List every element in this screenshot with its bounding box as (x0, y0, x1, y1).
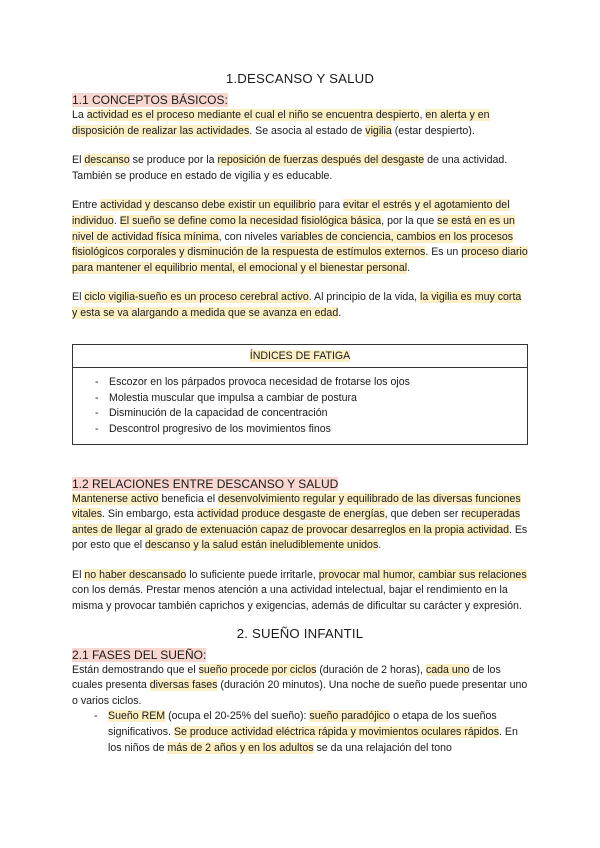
text-run: para (315, 199, 343, 212)
text-run: con los demás. Prestar menos atención a una actividad intelectual, bajar el rendimiento en la misma y provocar también caprichos y exigencias, además de dificultar su carácter y expresión. (72, 584, 522, 613)
title-sueno-infantil: 2. SUEÑO INFANTIL (236, 625, 364, 641)
highlighted-text: proceso diario para mantener el equilibrio mental, el emocional y el bienestar personal (72, 246, 528, 274)
text-run: se produce por la (129, 154, 218, 167)
paragraph-equilibrio (72, 198, 528, 276)
heading-relaciones: 1.2 RELACIONES ENTRE DESCANSO Y SALUD (72, 476, 339, 491)
list-item: - Molestia muscular que impulsa a cambiar de postura (95, 391, 357, 404)
text-run: La (72, 109, 87, 121)
highlighted-text: Se produce actividad eléctrica rápida y movimientos oculares rápidos (173, 726, 499, 739)
title-descanso-salud: 1.DESCANSO Y SALUD (225, 71, 375, 86)
text-run: El (72, 568, 85, 581)
highlighted-text: variables de conciencia, cambios en los procesos fisiológicos corporales y disminución de la respuesta de estímulos externos (72, 230, 514, 259)
text-run: , con niveles (218, 230, 281, 243)
text-run: . (378, 539, 382, 552)
highlighted-text: la vigilia es muy corta y esta se va alargando a medida que se avanza en edad (72, 291, 522, 319)
highlighted-text: no haber descansado (84, 568, 187, 581)
highlighted-text: desenvolvimiento regular y equilibrado de las diversas funciones vitales (72, 492, 521, 521)
highlighted-text: El sueño se define como la necesidad fisiológica básica (119, 214, 382, 227)
list-item: - Disminución de la capacidad de concentración (95, 407, 328, 420)
text-run: (estar despierto). (391, 124, 475, 137)
text-run: . En los niños de (108, 726, 518, 754)
text-run: . Se asocia al estado de (249, 124, 366, 137)
text-run: . (407, 261, 411, 274)
paragraph-mantenerse-activo (72, 492, 528, 554)
text-run: . (338, 306, 342, 319)
highlighted-text: actividad y descanso debe existir un equilibrio (100, 199, 316, 212)
highlighted-text: sueño procede por ciclos (198, 663, 317, 676)
text-run: El (72, 291, 85, 304)
text-run: Entre (72, 199, 101, 212)
paragraph-ciclos (72, 663, 528, 710)
text-run: , que deben ser (384, 508, 462, 521)
highlighted-text: vigilia (365, 124, 392, 137)
highlighted-text: descanso y la salud están ineludiblemente unidos (145, 539, 379, 552)
highlighted-text: ciclo vigilia-sueño es un proceso cerebral activo (84, 291, 309, 304)
text-run: o etapa de los sueños significativos. (108, 710, 497, 739)
text-run: . Es por esto que el (72, 523, 528, 552)
paragraph-no-descansado (72, 568, 528, 615)
highlighted-text: en alerta y en disposición de realizar las actividades (72, 109, 490, 137)
highlighted-text: evitar el estrés y el agotamiento del individuo (72, 199, 510, 227)
list-item: - Escozor en los párpados provoca necesidad de frotarse los ojos (95, 376, 410, 389)
phases-list (72, 709, 528, 756)
text-run: beneficia el (158, 492, 219, 505)
highlighted-text: Mantenerse activo (72, 492, 159, 505)
paragraph-actividad (72, 108, 528, 139)
text-run: . Es un (425, 246, 462, 259)
text-run: (duración 20 minutos). Una noche de sueño puede presentar uno o varios ciclos. (72, 679, 528, 707)
highlighted-text: diversas fases (149, 679, 218, 692)
highlighted-text: actividad produce desgaste de energías (196, 508, 385, 521)
heading-conceptos-basicos: 1.1 CONCEPTOS BÁSICOS: (72, 93, 228, 107)
text-run: . Al principio de la vida, (308, 291, 421, 304)
text-run: . (113, 214, 120, 227)
text-run: El (72, 154, 85, 167)
fatigue-box-header: ÍNDICES DE FATIGA (73, 345, 527, 369)
highlighted-text: actividad es el proceso mediante el cual el niño se encuentra despierto (86, 109, 420, 121)
highlighted-text: provocar mal humor, cambiar sus relaciones (318, 568, 527, 581)
text-run: de una actividad. También se produce en estado de vigilia y es educable. (72, 154, 508, 182)
highlighted-text: más de 2 años y en los adultos (167, 741, 314, 754)
fatigue-list (73, 368, 527, 443)
text-run: . Sin embargo, esta (102, 508, 197, 521)
highlighted-text: descanso (84, 154, 130, 167)
text-run: (duración de 2 horas), (316, 663, 426, 676)
text-run: de los cuales presenta (72, 663, 501, 692)
highlighted-text: recuperadas antes de llegar al grado de extenuación capaz de provocar desarreglos en la propia actividad (72, 508, 521, 536)
heading-fases-sueno: 2.1 FASES DEL SUEÑO: (72, 647, 207, 662)
paragraph-ciclo (72, 290, 528, 321)
paragraph-descanso (72, 153, 528, 184)
highlighted-text: cada uno (425, 663, 470, 676)
fatigue-box (72, 344, 528, 445)
text-run: se da una relajación del tono (313, 741, 452, 754)
highlighted-text: Sueño REM (108, 710, 166, 723)
highlighted-text: se está en es un nivel de actividad física mínima (72, 214, 515, 243)
text-run: lo suficiente puede irritarle, (186, 568, 319, 581)
highlighted-text: sueño paradójico (309, 710, 391, 723)
text-run: , (419, 109, 426, 121)
highlighted-text: reposición de fuerzas después del desgaste (217, 154, 425, 167)
text-run: (ocupa el 20-25% del sueño): (165, 710, 310, 723)
text-run: , por la que (381, 214, 438, 227)
list-item: - Descontrol progresivo de los movimientos finos (95, 422, 331, 435)
text-run: Están demostrando que el (72, 663, 199, 676)
document-content (72, 70, 528, 756)
list-item-rem: - Sueño REM (ocupa el 20-25% del sueño): sueño paradójico o etapa de los sueños significativos. Se produce actividad eléctrica rápida y movimientos oculares rápidos. En los niños de más de 2 años y en los adultos se da una relajación del tono (94, 710, 518, 754)
